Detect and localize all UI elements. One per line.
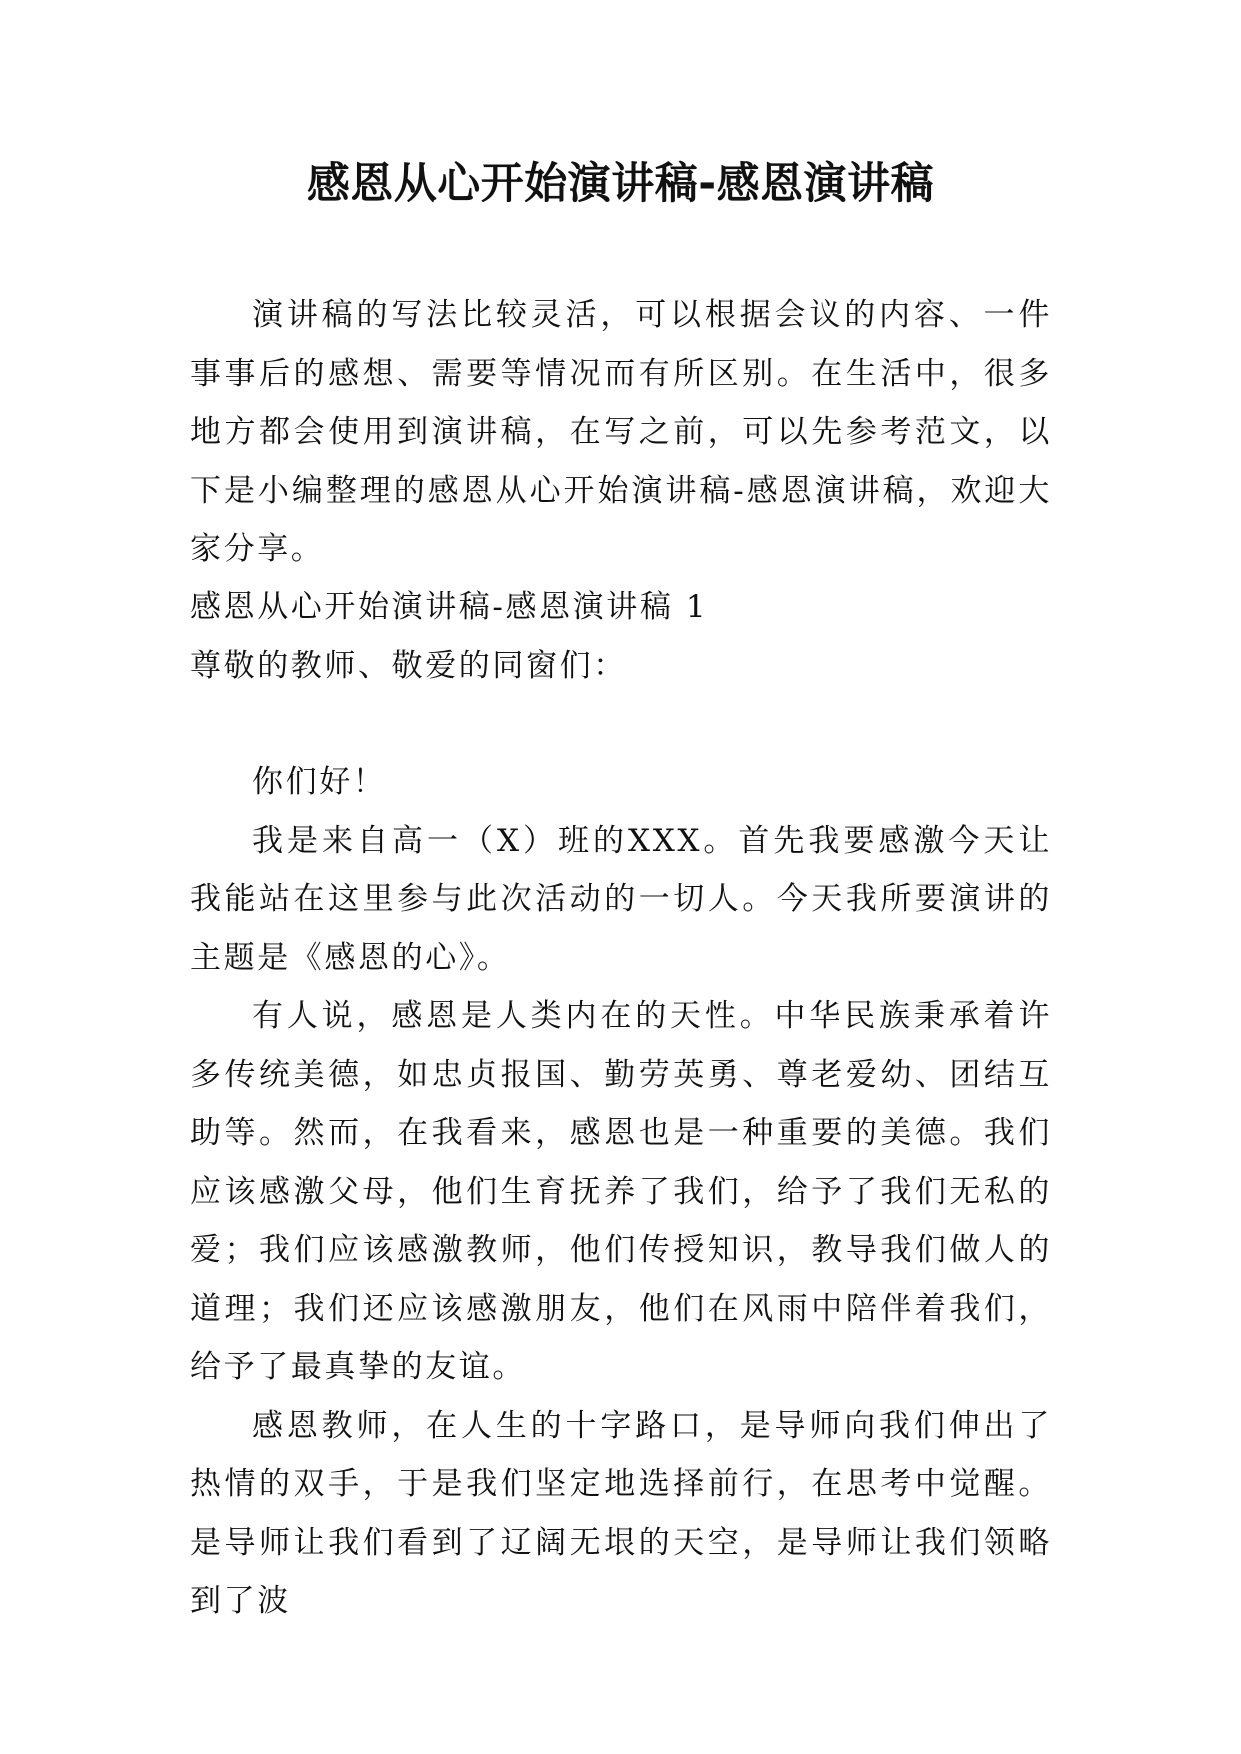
- paragraph-greeting: 你们好！: [252, 764, 387, 800]
- document-title: 感恩从心开始演讲稿-感恩演讲稿: [306, 159, 935, 209]
- section-header: [190, 578, 1052, 695]
- intro-section: [190, 286, 1052, 579]
- salutation: 尊敬的教师、敬爱的同窗们：: [190, 647, 627, 684]
- paragraph-gratitude-virtue: 有人说，感恩是人类内在的天性。中华民族秉承着许多传统美德，如忠贞报国、勤劳英勇、尊老爱幼、团结互助等。然而，在我看来，感恩也是一种重要的美德。我们应该感激父母，他们生育抚养了我们，给予了我们无私的爱；我们应该感激教师，他们传授知识，教导我们做人的道理；我们还应该感激朋友，他们在风雨中陪伴着我们，给予了最真挚的友谊。: [190, 998, 1052, 1385]
- intro-paragraph: 演讲稿的写法比较灵活，可以根据会议的内容、一件事事后的感想、需要等情况而有所区别。在生活中，很多地方都会使用到演讲稿，在写之前，可以先参考范文，以下是小编整理的感恩从心开始演讲稿-感恩演讲稿，欢迎大家分享。: [190, 297, 1052, 567]
- paragraph-thank-teachers: 感恩教师，在人生的十字路口，是导师向我们伸出了热情的双手，于是我们坚定地选择前行，在思考中觉醒。是导师让我们看到了辽阔无垠的天空，是导师让我们领略到了波: [190, 1407, 1052, 1619]
- section-title: 感恩从心开始演讲稿-感恩演讲稿 1: [190, 589, 709, 625]
- paragraph-introduction: 我是来自高一（X）班的XXX。首先我要感激今天让我能站在这里参与此次活动的一切人。今天我所要演讲的主题是《感恩的心》。: [190, 822, 1052, 976]
- speech-body: [190, 753, 1052, 1631]
